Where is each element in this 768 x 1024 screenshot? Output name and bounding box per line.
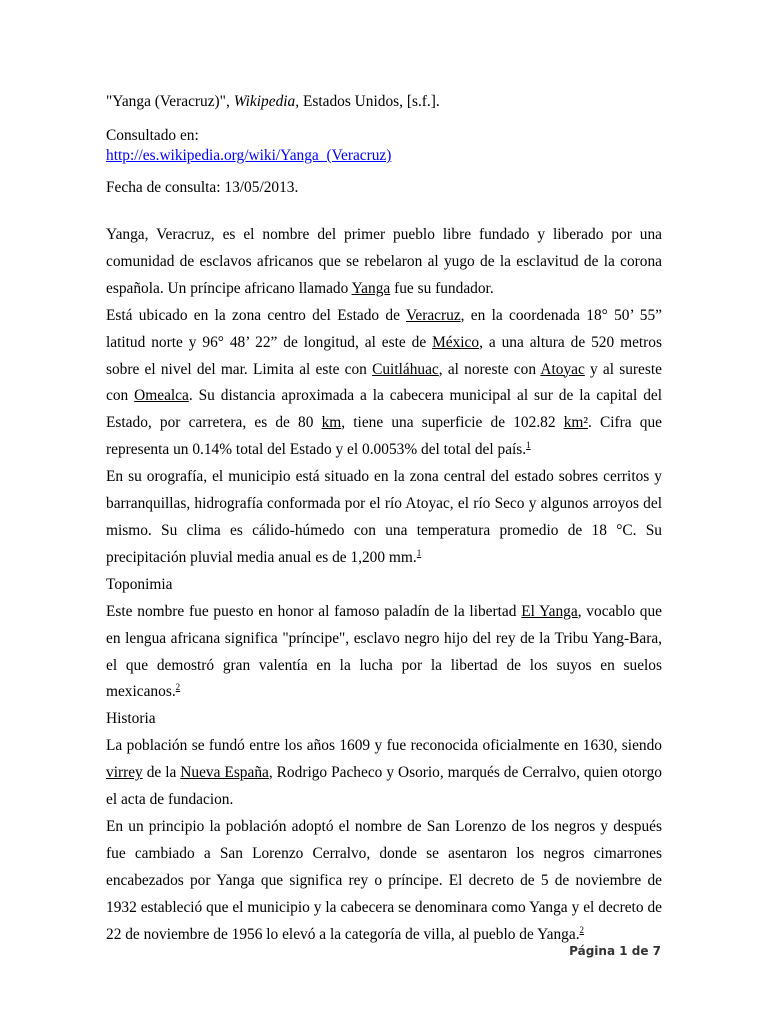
consult-date: Fecha de consulta: 13/05/2013. xyxy=(106,179,299,196)
source-url-link[interactable]: http://es.wikipedia.org/wiki/Yanga_(Veracruz) xyxy=(106,147,392,164)
link-nueva-espana[interactable]: Nueva España xyxy=(180,764,269,782)
paragraph-toponimia: Este nombre fue puesto en honor al famoso paladín de la libertad El Yanga, vocablo que en lengua africana significa "príncipe", esclavo negro hijo del rey de la Tribu Yang-Bara, el que demostró gran valentía en la lucha por la libertad de los suyos en suelos mexicanos.$^2$ xyxy=(106,602,663,701)
footnote-ref-2[interactable]: 2 xyxy=(175,682,181,693)
citation-source: Wikipedia, xyxy=(233,93,300,110)
link-yanga[interactable]: Yanga xyxy=(351,279,391,297)
footnote-ref-1[interactable]: 1 xyxy=(416,547,422,558)
link-km2[interactable]: km² xyxy=(563,414,588,432)
link-cuitlahuac[interactable]: Cuitláhuac xyxy=(372,360,439,378)
link-omealca[interactable]: Omealca xyxy=(134,387,189,405)
citation-title: "Yanga (Veracruz)", xyxy=(106,93,230,110)
consulted-block xyxy=(106,126,662,166)
heading-toponimia: Toponimia xyxy=(106,575,173,593)
paragraph-intro: Yanga, Veracruz, es el nombre del primer pueblo libre fundado y liberado por una comunidad de esclavos africanos que se rebelaron al yugo de la esclavitud de la corona española. Un príncipe africano llamado Yanga fue su fundador. xyxy=(106,226,662,297)
paragraph-location: Está ubicado en la zona centro del Estado de Veracruz, en la coordenada 18° 50’ 55” latitud norte y 96° 48’ 22” de longitud, al este de México, a una altura de 520 metros sobre el nivel del mar. Limita al este con Cuitláhuac, al noreste con Atoyac y al sureste con Omealca. Su distancia aproximada a la cabecera municipal al sur de la capital del Estado, por carretera, es de 80 km, tiene una superficie de 102.82 km². Cifra que representa un 0.14% total del Estado y el 0.0053% del total del país.$^1$ xyxy=(106,306,663,459)
paragraph-foundation: La población se fundó entre los años 1609 y fue reconocida oficialmente en 1630, siendo virrey de la Nueva España, Rodrigo Pacheco y Osorio, marqués de Cerralvo, quien otorgo el acta de fundacion. xyxy=(106,737,662,809)
paragraph-history: En un principio la población adoptó el nombre de San Lorenzo de los negros y después fue cambiado a San Lorenzo Cerralvo, donde se asentaron los negros cimarrones encabezados por Yanga que significa rey o príncipe. El decreto de 5 de noviembre de 1932 estableció que el municipio y la cabecera se denominara como Yanga y el decreto de 22 de noviembre de 1956 lo elevó a la categoría de villa, al pueblo de Yanga.$^2$ xyxy=(106,817,662,943)
link-mexico[interactable]: México xyxy=(432,333,480,351)
citation-rest: Estados Unidos, [s.f.]. xyxy=(302,93,440,110)
page-number: Página 1 de 7 xyxy=(569,944,661,958)
link-el-yanga[interactable]: El Yanga xyxy=(521,602,578,620)
link-km[interactable]: km xyxy=(321,414,342,432)
citation-line xyxy=(106,92,662,112)
consulted-label: Consultado en: xyxy=(106,127,199,144)
paragraph-orography: En su orografía, el municipio está situado en la zona central del estado sobres cerritos y barranquillas, hidrografía conformada por el río Atoyac, el río Seco y algunos arroyos del mismo. Su clima es cálido-húmedo con una temperatura promedio de 18 °C. Su precipitación pluvial media anual es de 1,200 mm.$^1$ xyxy=(106,468,662,566)
footnote-ref-1[interactable]: 1 xyxy=(526,440,531,451)
link-veracruz[interactable]: Veracruz xyxy=(405,306,461,324)
article-body xyxy=(106,222,662,948)
footnote-ref-2[interactable]: 2 xyxy=(579,924,585,935)
link-atoyac[interactable]: Atoyac xyxy=(540,360,585,378)
heading-historia: Historia xyxy=(106,710,156,728)
link-virrey[interactable]: virrey xyxy=(106,764,143,782)
